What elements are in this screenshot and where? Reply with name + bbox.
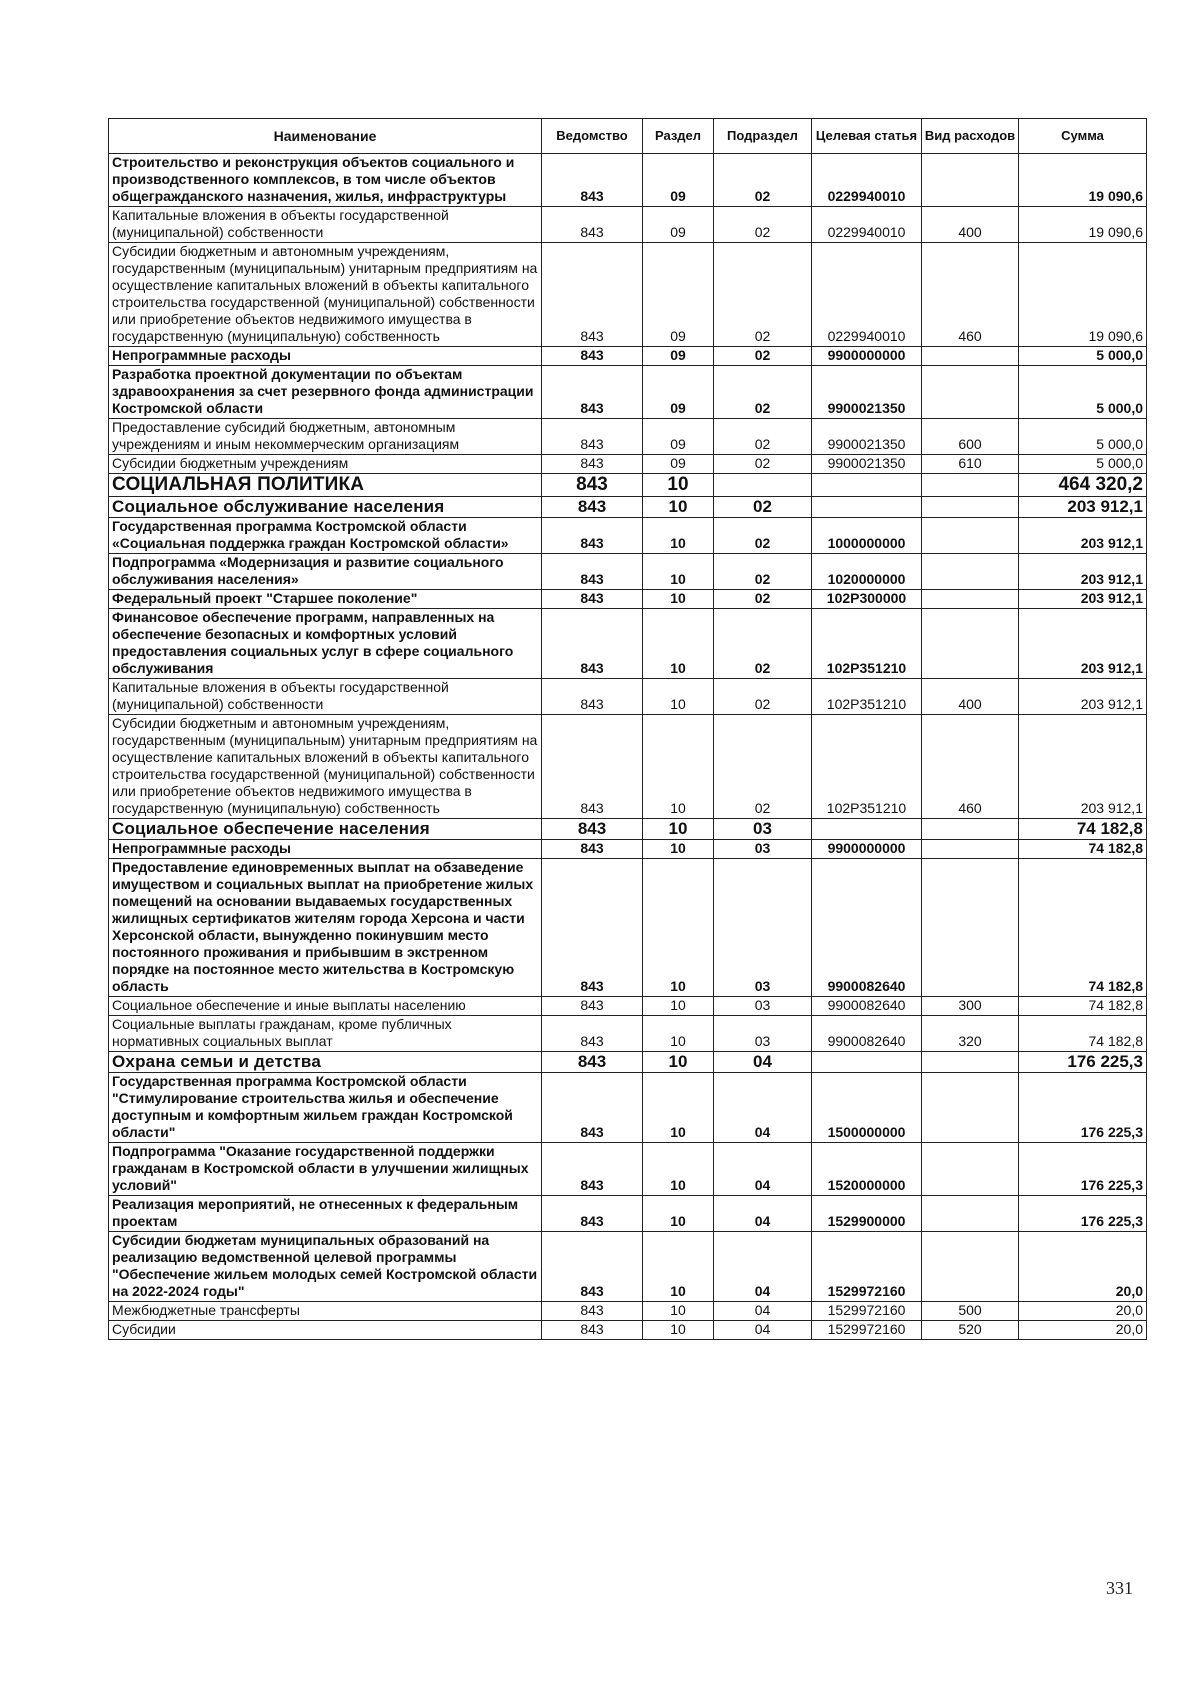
cell-sum: 176 225,3 — [1019, 1073, 1147, 1143]
cell-kind: 460 — [922, 243, 1019, 347]
cell-department: 843 — [542, 1016, 643, 1052]
cell-sum: 19 090,6 — [1019, 154, 1147, 207]
table-row — [109, 840, 1147, 859]
cell-target: 9900000000 — [812, 840, 922, 859]
cell-department: 843 — [542, 1073, 643, 1143]
cell-department: 843 — [542, 207, 643, 243]
cell-target: 102P300000 — [812, 590, 922, 609]
cell-section: 10 — [643, 554, 714, 590]
cell-kind — [922, 840, 1019, 859]
cell-department: 843 — [542, 1232, 643, 1302]
cell-name: Реализация мероприятий, не отнесенных к федеральным проектам — [109, 1196, 542, 1232]
cell-kind: 400 — [922, 679, 1019, 715]
cell-name: Государственная программа Костромской области «Социальная поддержка граждан Костромской области» — [109, 518, 542, 554]
cell-section: 10 — [643, 1232, 714, 1302]
cell-name: Субсидии бюджетным учреждениям — [109, 455, 542, 474]
header-kind: Вид расходов — [922, 119, 1019, 154]
cell-subsection: 04 — [714, 1196, 812, 1232]
cell-target — [812, 819, 922, 840]
cell-kind: 500 — [922, 1302, 1019, 1321]
cell-subsection: 02 — [714, 455, 812, 474]
cell-subsection: 02 — [714, 715, 812, 819]
cell-name: Межбюджетные трансферты — [109, 1302, 542, 1321]
cell-department: 843 — [542, 859, 643, 997]
cell-subsection: 02 — [714, 679, 812, 715]
cell-kind — [922, 554, 1019, 590]
cell-target: 102P351210 — [812, 679, 922, 715]
cell-target: 9900000000 — [812, 347, 922, 366]
cell-name: Субсидии бюджетам муниципальных образований на реализацию ведомственной целевой программы "Обеспечение жильем молодых семей Костромской области на 2022-2024 годы" — [109, 1232, 542, 1302]
cell-target: 1000000000 — [812, 518, 922, 554]
table-row — [109, 497, 1147, 518]
cell-name: Непрограммные расходы — [109, 347, 542, 366]
cell-sum: 5 000,0 — [1019, 366, 1147, 419]
cell-subsection: 03 — [714, 819, 812, 840]
cell-kind — [922, 590, 1019, 609]
cell-department: 843 — [542, 715, 643, 819]
cell-subsection: 04 — [714, 1302, 812, 1321]
cell-name: Федеральный проект "Старшее поколение" — [109, 590, 542, 609]
cell-kind — [922, 347, 1019, 366]
cell-sum: 74 182,8 — [1019, 819, 1147, 840]
cell-department: 843 — [542, 1321, 643, 1340]
cell-section: 10 — [643, 1196, 714, 1232]
cell-target: 1529972160 — [812, 1302, 922, 1321]
table-row — [109, 154, 1147, 207]
cell-sum: 19 090,6 — [1019, 243, 1147, 347]
cell-name: Социальное обслуживание населения — [109, 497, 542, 518]
cell-target: 1529972160 — [812, 1321, 922, 1340]
header-section: Раздел — [643, 119, 714, 154]
table-row — [109, 1196, 1147, 1232]
cell-kind — [922, 1143, 1019, 1196]
cell-sum: 203 912,1 — [1019, 554, 1147, 590]
cell-subsection: 02 — [714, 419, 812, 455]
cell-section: 09 — [643, 207, 714, 243]
cell-section: 10 — [643, 1143, 714, 1196]
cell-sum: 203 912,1 — [1019, 590, 1147, 609]
cell-target: 9900021350 — [812, 366, 922, 419]
cell-kind — [922, 497, 1019, 518]
cell-kind — [922, 1232, 1019, 1302]
cell-section: 09 — [643, 366, 714, 419]
cell-sum: 20,0 — [1019, 1232, 1147, 1302]
budget-table — [108, 118, 1147, 1340]
cell-sum: 74 182,8 — [1019, 840, 1147, 859]
cell-subsection: 02 — [714, 207, 812, 243]
table-row — [109, 243, 1147, 347]
cell-name: Подпрограмма "Оказание государственной поддержки гражданам в Костромской области в улучшении жилищных условий" — [109, 1143, 542, 1196]
cell-kind — [922, 1052, 1019, 1073]
cell-kind: 600 — [922, 419, 1019, 455]
cell-department: 843 — [542, 1052, 643, 1073]
cell-kind — [922, 1073, 1019, 1143]
cell-sum: 203 912,1 — [1019, 518, 1147, 554]
cell-target: 9900082640 — [812, 997, 922, 1016]
header-subsection: Подраздел — [714, 119, 812, 154]
cell-name: Предоставление единовременных выплат на обзаведение имуществом и социальных выплат на приобретение жилых помещений на основании выдаваемых государственных жилищных сертификатов жителям города Херсона и части Херсонской области, вынужденно покинувшим место постоянного проживания и прибывшим в экстренном порядке на постоянное место жительства в Костромскую область — [109, 859, 542, 997]
cell-kind — [922, 859, 1019, 997]
cell-sum: 203 912,1 — [1019, 679, 1147, 715]
cell-name: Субсидии бюджетным и автономным учреждениям, государственным (муниципальным) унитарным предприятиям на осуществление капитальных вложений в объекты капитального строительства государственной (муниципальной) собственности или приобретение объектов недвижимого имущества в государственную (муниципальную) собственность — [109, 243, 542, 347]
cell-target: 1020000000 — [812, 554, 922, 590]
header-name: Наименование — [109, 119, 542, 154]
cell-target: 9900082640 — [812, 1016, 922, 1052]
cell-target: 0229940010 — [812, 154, 922, 207]
cell-target: 9900021350 — [812, 419, 922, 455]
header-target: Целевая статья — [812, 119, 922, 154]
cell-department: 843 — [542, 518, 643, 554]
cell-name: Капитальные вложения в объекты государственной (муниципальной) собственности — [109, 679, 542, 715]
cell-subsection: 04 — [714, 1232, 812, 1302]
table-row — [109, 1143, 1147, 1196]
cell-subsection: 02 — [714, 366, 812, 419]
cell-section: 10 — [643, 1052, 714, 1073]
cell-target: 102P351210 — [812, 715, 922, 819]
cell-target: 0229940010 — [812, 207, 922, 243]
table-row — [109, 455, 1147, 474]
cell-name: Капитальные вложения в объекты государственной (муниципальной) собственности — [109, 207, 542, 243]
cell-sum: 203 912,1 — [1019, 609, 1147, 679]
cell-target — [812, 497, 922, 518]
cell-name: Финансовое обеспечение программ, направленных на обеспечение безопасных и комфортных условий предоставления социальных услуг в сфере социального обслуживания — [109, 609, 542, 679]
table-row — [109, 207, 1147, 243]
table-row — [109, 1232, 1147, 1302]
cell-target: 0229940010 — [812, 243, 922, 347]
cell-kind — [922, 819, 1019, 840]
cell-kind: 520 — [922, 1321, 1019, 1340]
cell-section: 09 — [643, 347, 714, 366]
cell-section: 10 — [643, 590, 714, 609]
cell-department: 843 — [542, 554, 643, 590]
cell-sum: 5 000,0 — [1019, 419, 1147, 455]
cell-kind — [922, 518, 1019, 554]
cell-kind: 320 — [922, 1016, 1019, 1052]
cell-subsection: 02 — [714, 554, 812, 590]
cell-subsection: 02 — [714, 497, 812, 518]
cell-kind — [922, 474, 1019, 497]
cell-target: 1529972160 — [812, 1232, 922, 1302]
table-header-row — [109, 119, 1147, 154]
table-row — [109, 419, 1147, 455]
cell-section: 09 — [643, 419, 714, 455]
table-row — [109, 1016, 1147, 1052]
cell-department: 843 — [542, 243, 643, 347]
cell-target: 1500000000 — [812, 1073, 922, 1143]
cell-name: Субсидии бюджетным и автономным учреждениям, государственным (муниципальным) унитарным предприятиям на осуществление капитальных вложений в объекты капитального строительства государственной (муниципальной) собственности или приобретение объектов недвижимого имущества в государственную (муниципальную) собственность — [109, 715, 542, 819]
table-body — [109, 154, 1147, 1340]
cell-section: 10 — [643, 1321, 714, 1340]
table-row — [109, 347, 1147, 366]
cell-kind — [922, 366, 1019, 419]
cell-department: 843 — [542, 497, 643, 518]
table-row — [109, 609, 1147, 679]
cell-department: 843 — [542, 1196, 643, 1232]
table-row — [109, 819, 1147, 840]
cell-name: Субсидии — [109, 1321, 542, 1340]
cell-department: 843 — [542, 154, 643, 207]
cell-department: 843 — [542, 609, 643, 679]
table-row — [109, 1052, 1147, 1073]
cell-target: 9900082640 — [812, 859, 922, 997]
cell-section: 10 — [643, 840, 714, 859]
cell-section: 10 — [643, 474, 714, 497]
cell-target: 1520000000 — [812, 1143, 922, 1196]
cell-section: 10 — [643, 609, 714, 679]
page-number: 331 — [1106, 1578, 1133, 1598]
table-row — [109, 590, 1147, 609]
cell-target: 9900021350 — [812, 455, 922, 474]
header-sum: Сумма — [1019, 119, 1147, 154]
cell-name: Социальные выплаты гражданам, кроме публичных нормативных социальных выплат — [109, 1016, 542, 1052]
cell-sum: 5 000,0 — [1019, 455, 1147, 474]
cell-section: 10 — [643, 997, 714, 1016]
cell-subsection: 02 — [714, 609, 812, 679]
cell-sum: 5 000,0 — [1019, 347, 1147, 366]
table-row — [109, 715, 1147, 819]
cell-subsection: 03 — [714, 997, 812, 1016]
cell-name: Социальное обеспечение и иные выплаты населению — [109, 997, 542, 1016]
cell-section: 10 — [643, 679, 714, 715]
cell-name: Разработка проектной документации по объектам здравоохранения за счет резервного фонда администрации Костромской области — [109, 366, 542, 419]
cell-subsection: 04 — [714, 1052, 812, 1073]
table-row — [109, 518, 1147, 554]
cell-department: 843 — [542, 1302, 643, 1321]
cell-name: Охрана семьи и детства — [109, 1052, 542, 1073]
cell-subsection: 03 — [714, 840, 812, 859]
cell-kind: 300 — [922, 997, 1019, 1016]
cell-name: Непрограммные расходы — [109, 840, 542, 859]
table-row — [109, 366, 1147, 419]
cell-department: 843 — [542, 590, 643, 609]
cell-sum: 74 182,8 — [1019, 997, 1147, 1016]
cell-sum: 20,0 — [1019, 1302, 1147, 1321]
cell-subsection: 02 — [714, 518, 812, 554]
cell-section: 10 — [643, 859, 714, 997]
table-row — [109, 1321, 1147, 1340]
cell-section: 09 — [643, 243, 714, 347]
cell-subsection: 02 — [714, 590, 812, 609]
cell-department: 843 — [542, 366, 643, 419]
cell-name: Подпрограмма «Модернизация и развитие социального обслуживания населения» — [109, 554, 542, 590]
table-row — [109, 679, 1147, 715]
cell-department: 843 — [542, 840, 643, 859]
cell-section: 10 — [643, 518, 714, 554]
cell-name: Строительство и реконструкция объектов социального и производственного комплексов, в том числе объектов общегражданского назначения, жилья, инфраструктуры — [109, 154, 542, 207]
cell-kind: 610 — [922, 455, 1019, 474]
cell-sum: 20,0 — [1019, 1321, 1147, 1340]
cell-department: 843 — [542, 347, 643, 366]
cell-department: 843 — [542, 997, 643, 1016]
cell-sum: 176 225,3 — [1019, 1143, 1147, 1196]
cell-subsection: 04 — [714, 1143, 812, 1196]
cell-subsection: 02 — [714, 154, 812, 207]
cell-sum: 176 225,3 — [1019, 1196, 1147, 1232]
cell-sum: 19 090,6 — [1019, 207, 1147, 243]
cell-sum: 464 320,2 — [1019, 474, 1147, 497]
cell-section: 10 — [643, 1302, 714, 1321]
table-row — [109, 859, 1147, 997]
cell-subsection: 02 — [714, 347, 812, 366]
cell-section: 10 — [643, 497, 714, 518]
table-row — [109, 474, 1147, 497]
cell-sum: 74 182,8 — [1019, 859, 1147, 997]
cell-department: 843 — [542, 455, 643, 474]
cell-department: 843 — [542, 474, 643, 497]
cell-department: 843 — [542, 419, 643, 455]
cell-section: 09 — [643, 455, 714, 474]
cell-name: Предоставление субсидий бюджетным, автономным учреждениям и иным некоммерческим организациям — [109, 419, 542, 455]
cell-target: 1529900000 — [812, 1196, 922, 1232]
cell-subsection: 03 — [714, 1016, 812, 1052]
cell-subsection: 03 — [714, 859, 812, 997]
table-row — [109, 1302, 1147, 1321]
header-department: Ведомство — [542, 119, 643, 154]
table-row — [109, 1073, 1147, 1143]
cell-department: 843 — [542, 1143, 643, 1196]
cell-kind: 460 — [922, 715, 1019, 819]
cell-department: 843 — [542, 819, 643, 840]
cell-kind — [922, 1196, 1019, 1232]
cell-subsection — [714, 474, 812, 497]
cell-subsection: 02 — [714, 243, 812, 347]
cell-department: 843 — [542, 679, 643, 715]
cell-name: Социальное обеспечение населения — [109, 819, 542, 840]
cell-sum: 176 225,3 — [1019, 1052, 1147, 1073]
cell-subsection: 04 — [714, 1321, 812, 1340]
cell-name: СОЦИАЛЬНАЯ ПОЛИТИКА — [109, 474, 542, 497]
cell-sum: 203 912,1 — [1019, 497, 1147, 518]
cell-target: 102P351210 — [812, 609, 922, 679]
cell-target — [812, 1052, 922, 1073]
cell-section: 10 — [643, 819, 714, 840]
cell-kind — [922, 609, 1019, 679]
cell-target — [812, 474, 922, 497]
cell-sum: 203 912,1 — [1019, 715, 1147, 819]
cell-section: 10 — [643, 1016, 714, 1052]
cell-section: 09 — [643, 154, 714, 207]
cell-kind: 400 — [922, 207, 1019, 243]
cell-section: 10 — [643, 715, 714, 819]
cell-subsection: 04 — [714, 1073, 812, 1143]
table-row — [109, 554, 1147, 590]
cell-name: Государственная программа Костромской области "Стимулирование строительства жилья и обеспечение доступным и комфортным жильем граждан Костромской области" — [109, 1073, 542, 1143]
table-row — [109, 997, 1147, 1016]
cell-kind — [922, 154, 1019, 207]
cell-section: 10 — [643, 1073, 714, 1143]
cell-sum: 74 182,8 — [1019, 1016, 1147, 1052]
